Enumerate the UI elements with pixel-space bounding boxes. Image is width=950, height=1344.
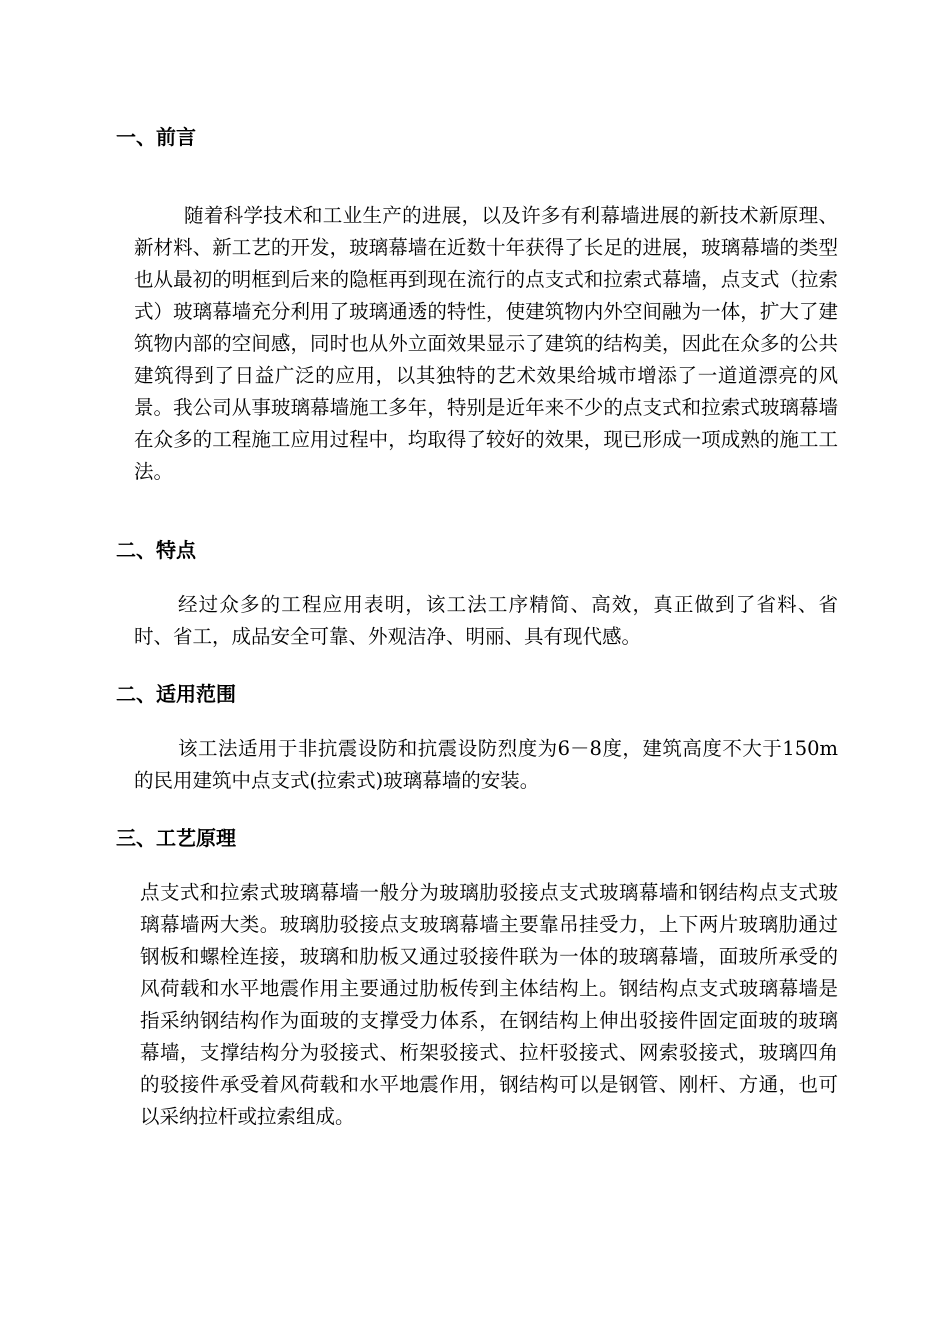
section-paragraph-scope: 该工法适用于非抗震设防和抗震设防烈度为6－8度，建筑高度不大于150m的民用建筑中点支式(拉索式)玻璃幕墙的安装。 xyxy=(134,737,838,792)
section-paragraph-preface: 随着科学技术和工业生产的进展，以及许多有利幕墙进展的新技术新原理、新材料、新工艺的开发，玻璃幕墙在近数十年获得了长足的进展，玻璃幕墙的类型也从最初的明框到后来的隐框再到现在流行的点支式和拉索式幕墙，点支式（拉索式）玻璃幕墙充分利用了玻璃通透的特性，使建筑物内外空间融为一体，扩大了建筑物内部的空间感，同时也从外立面效果显示了建筑的结构美，因此在众多的公共建筑得到了日益广泛的应用，以其独特的艺术效果给城市增添了一道道漂亮的风景。我公司从事玻璃幕墙施工多年，特别是近年来不少的点支式和拉索式玻璃幕墙在众多的工程施工应用过程中，均取得了较好的效果，现已形成一项成熟的施工工法。 xyxy=(134,204,838,483)
section-heading-principle: 三、工艺原理 xyxy=(116,826,236,850)
section-heading-preface: 一、前言 xyxy=(116,125,196,149)
section-paragraph-principle: 点支式和拉索式玻璃幕墙一般分为玻璃肋驳接点支式玻璃幕墙和钢结构点支式玻璃幕墙两大类。玻璃肋驳接点支玻璃幕墙主要靠吊挂受力，上下两片玻璃肋通过钢板和螺栓连接，玻璃和肋板又通过驳接件联为一体的玻璃幕墙，面玻所承受的风荷载和水平地震作用主要通过肋板传到主体结构上。钢结构点支式玻璃幕墙是指采纳钢结构作为面玻的支撑受力体系，在钢结构上伸出驳接件固定面玻的玻璃幕墙，支撑结构分为驳接式、桁架驳接式、拉杆驳接式、网索驳接式，玻璃四角的驳接件承受着风荷载和水平地震作用，钢结构可以是钢管、刚杆、方通，也可以采纳拉杆或拉索组成。 xyxy=(140,881,838,1128)
section-heading-features: 二、特点 xyxy=(116,538,196,562)
section-heading-scope: 二、适用范围 xyxy=(116,682,236,706)
section-paragraph-features: 经过众多的工程应用表明，该工法工序精简、高效，真正做到了省料、省时、省工，成品安全可靠、外观洁净、明丽、具有现代感。 xyxy=(134,593,838,648)
